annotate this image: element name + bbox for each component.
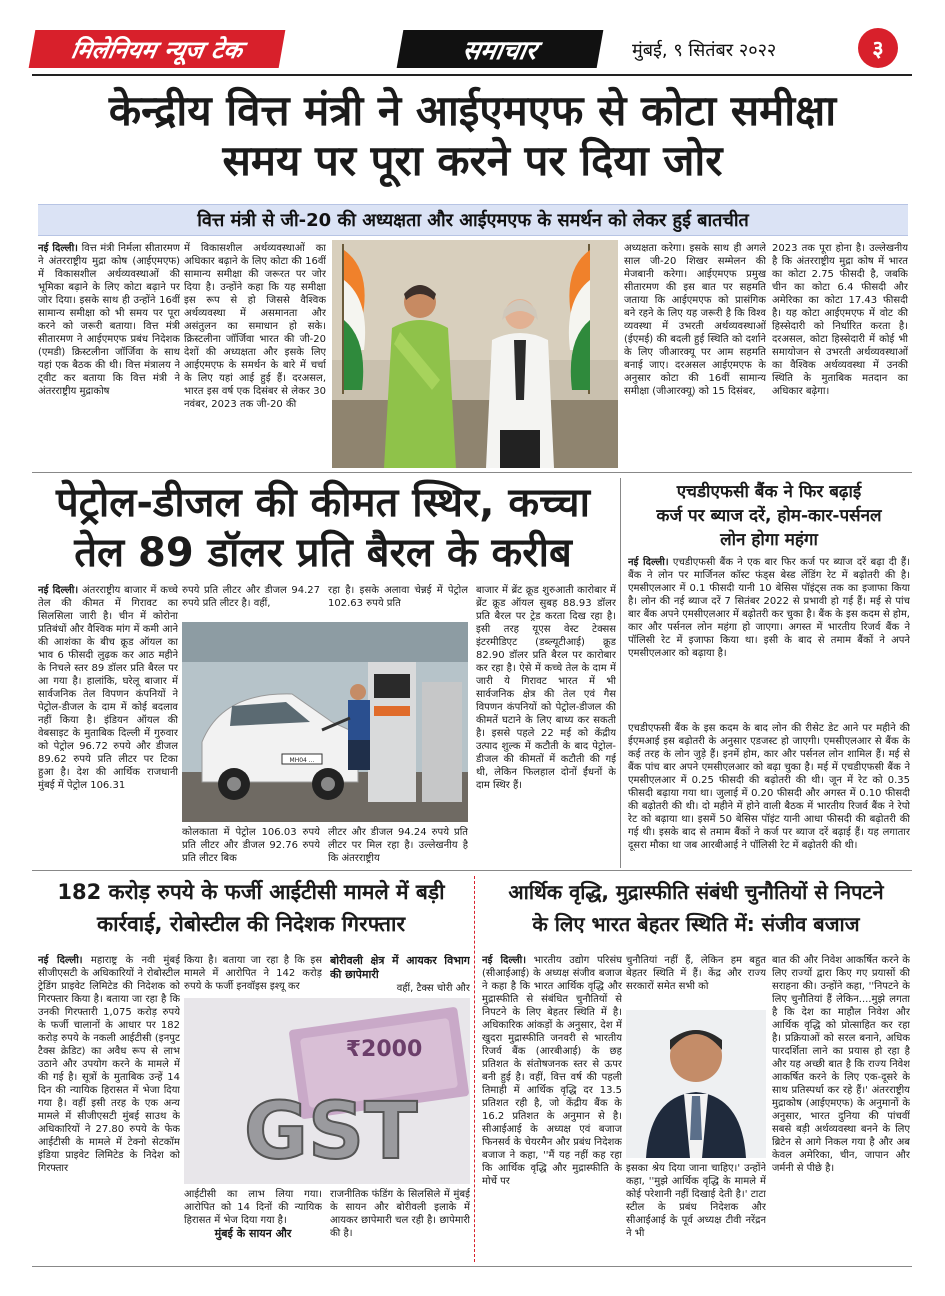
article5-col1-text: भारतीय उद्योग परिसंघ (सीआईआई) के अध्यक्ष संजीव बजाज ने कहा है कि भारत आर्थिक वृद्धि और मुद्रास्फीति से संबंधित चुनौतियों से निपटने के लिए बेहतर स्थिति में है। अधिकारिक आंकड़ों के अनुसार, देश में खुदरा मुद्रास्फीति जनवरी से भारतीय रिजर्व बैंक (आरबीआई) के छह प्रतिशत के संतोषजनक स्तर से ऊपर बनी हुई है। वहीं, वित्त वर्ष की पहली तिमाही में आर्थिक वृद्धि दर 13.5 प्रतिशत रही है, जो केंद्रीय बैंक के 16.2 प्रतिशत के अनुमान से है। सीआईआई के अध्यक्ष एवं बजाज फिनसर्व के चेयरमैन और प्रबंध निदेशक बजाज ने कहा, ''मैं यह नहीं कह रहा कि आर्थिक वृद्धि और मुद्रास्फीति के मोर्चे पर (482, 955, 622, 1187)
article2-dateline: नई दिल्ली। (38, 585, 79, 596)
article1-col1-text: वित्त मंत्री निर्मला सीतारमण ने अंतरराष्ट्रीय मुद्रा कोष (आईएमएफ) में विकासशील अर्थव्यवस्थाओं की भूमिका बढ़ाने के लिए कोटा बढ़ाने पर जोर दिया। इसके साथ ही उन्होंने 16वीं सामान्य समीक्षा को भी समय पर पूरा करने को जरूरी बताया। वित्त मंत्री सीतारमण ने आईएमएफ प्रबंध निदेशक (एमडी) क्रिस्टलीना जॉर्जिवा के साथ यहां एक बैठक की थी। वित्त मंत्रालय ने ट्वीट कर बताया कि वित्त मंत्री ने अंतरराष्ट्रीय मुद्राकोष (38, 243, 180, 397)
bottom-rule (32, 1266, 912, 1267)
article5-headline-line1: आर्थिक वृद्धि, मुद्रास्फीति संबंधी चुनौतियों से निपटने (508, 880, 884, 904)
divider-1 (32, 472, 912, 473)
article3-headline-line3: लोन होगा महंगा (720, 530, 818, 550)
article1-subheadline-text: वित्त मंत्री से जी-20 की अध्यक्षता और आईएमएफ के समर्थन को लेकर हुई बातचीत (197, 210, 749, 231)
article1-headline-line1: केन्द्रीय वित्त मंत्री ने आईएमएफ से कोटा समीक्षा (108, 86, 837, 135)
article1-subheadline (38, 204, 908, 236)
article2-col3-top-text: रहा है। इसके अलावा चेन्नई में पेट्रोल 102.63 रुपये प्रति (328, 585, 468, 609)
article4-col3-bottom (330, 1188, 470, 1260)
portrait-illustration (626, 1010, 766, 1158)
article1-headline-line2: समय पर पूरा करने पर दिया जोर (222, 136, 723, 185)
article4-col2-top-text: किया है। बताया जा रहा है कि इस मामले में आरोपित ने 142 करोड़ रुपये के फर्जी इनवॉइस इश्यू कर (184, 955, 322, 992)
article2-headline (32, 478, 614, 578)
article2-col3-top (328, 584, 468, 618)
article4-dateline: नई दिल्ली। (38, 955, 83, 966)
article4-col1 (38, 954, 180, 1260)
article1-headline (30, 86, 915, 186)
article2-col2-bottom (182, 826, 320, 866)
article4-col2-bottom (184, 1188, 322, 1260)
article4-col2-subhead: मुंबई के सायन और (214, 1227, 292, 1240)
article2-headline-line1: पेट्रोल-डीजल की कीमत स्थिर, कच्चा (56, 480, 590, 526)
article4-col1-text: महाराष्ट्र के नवी मुंबई सीजीएसटी के अधिकारियों ने रोबोस्टील ट्रेडिंग प्राइवेट लिमिटेड की निदेशक को गिरफ्तार किया है। बताया जा रहा है कि उनकी गिरफ्तारी 1,075 करोड़ रुपये के फर्जी चालानों के आधार पर 182 करोड़ रुपये के नकली आईटीसी (इनपुट टैक्स क्रेडिट) का अवैध रूप से लाभ उठाने और उपयोग करने के मामले में की गई है। सूत्रों के मुताबिक उन्हें 14 दिन की न्यायिक हिरासत में भेजा दिया गया है। वहीं इसी तरह के एक अन्य मामले में सीजीएसटी मुंबई साउथ के अधिकारियों ने 27.80 रुपये के फेक आईटीसी के मामले में टेक्नो सेटकॉम इंडिया प्राइवेट लिमिटेड के निदेश को गिरफ्तार (38, 955, 180, 1174)
gst-currency-illustration (184, 998, 470, 1184)
article3-headline-line1: एचडीएफसी बैंक ने फिर बढ़ाई (676, 482, 862, 502)
article2-col2-top-text: रुपये प्रति लीटर और डीजल 94.27 रुपये प्रति लीटर है। वहीं, (182, 585, 320, 609)
article2-col1-text: अंतरराष्ट्रीय बाजार में कच्चे तेल की कीमत में गिरावट का सिलसिला जारी है। चीन में कोरोना प्रतिबंधों और वैश्विक मांग में कमी आने की आशंका के बीच क्रूड ऑयल का भाव 6 फीसदी लुढ़क कर आठ महीने के निचले स्तर 89 डॉलर प्रति बैरल पर आ गया है। हालांकि, घरेलू बाजार में सार्वजनिक तेल विपणन कंपनियों ने पेट्रोल-डीजल के दाम में कोई बदलाव नहीं किया है। इंडियन ऑयल की वेबसाइट के मुताबिक दिल्ली में गुरुवार को पेट्रोल 96.72 रुपये और डीजल 89.62 रुपये प्रति लीटर पर टिका हुआ है। देश की आर्थिक राजधानी मुंबई में पेट्रोल 106.31 (38, 585, 178, 791)
brand-banner (29, 30, 286, 68)
gst-text: GST (244, 1087, 418, 1177)
article4-col3-top-text: वहीं, टैक्स चोरी और (396, 983, 470, 994)
article5-col1 (482, 954, 622, 1260)
article2-col3-bottom-text: लीटर और डीजल 94.24 रुपये प्रति लीटर पर मिल रहा है। उल्लेखनीय है कि अंतरराष्ट्रीय (328, 827, 468, 864)
vertical-divider-1 (620, 478, 621, 868)
vertical-divider-2 (474, 876, 475, 1262)
masthead-rule (32, 74, 912, 76)
article3-dateline: नई दिल्ली। (628, 557, 669, 568)
article1-col1 (38, 242, 180, 468)
article4-headline-line2: कार्रवाई, रोबोस्टील की निदेशक गिरफ्तार (96, 912, 406, 936)
article4-col3-top (330, 954, 470, 994)
article5-col2-top (626, 954, 766, 1008)
article5-dateline: नई दिल्ली। (482, 955, 527, 966)
article1-col2-text: में विकासशील अर्थव्यवस्थाओं का अधिकार बढ़ाने के लिए कोटा की 16वीं सामान्य समीक्षा की जरूरत पर जोर दिया है। उन्होंने कहा कि यह समीक्षा इस रूप से हो जिससे वैश्विक अर्थव्यवस्था में असमानता और असंतुलन का समाधान हो सके। क्रिस्टलीना जॉर्जिवा भारत की जी-20 देशों की अध्यक्षता और इसके लिए आईएमएफ के समर्थन के बारे में चर्चा के लिए यहां आई हुई हैं। दरअसल, भारत इस वर्ष एक दिसंबर से लेकर 30 नवंबर, 2023 तक जी-20 की (184, 243, 326, 410)
article2-col3-bottom (328, 826, 468, 866)
article1-col4 (772, 242, 908, 468)
article5-col2-top-text: चुनौतियां नहीं हैं, लेकिन हम बहुत बेहतर स्थिति में हैं। केंद्र और राज्य सरकारों समेत सभी को (626, 955, 766, 992)
article1-col2 (184, 242, 326, 468)
currency-note-value: ₹2000 (345, 1037, 423, 1062)
article1-col4-text: 2023 तक पूरा होना है। उल्लेखनीय है कि अंतरराष्ट्रीय मुद्रा कोष में भारत का कोटा 2.75 फीसदी है, जबकि चीन का कोटा 6.4 फीसदी और अमेरिका का कोटा 17.43 फीसदी है। यह कोटा आईएमएफ में वोट की हिस्सेदारी को निर्धारित करता है। दरअसल, कोटा हिस्सेदारी में कोई भी समायोजन से उभरती अर्थव्यवस्थाओं का वैश्विक अर्थव्यवस्था में उनकी स्थिति के मुताबिक मतदान का अधिकार बढ़ेगा। (772, 243, 908, 397)
divider-2 (32, 870, 912, 871)
article4-col3-subhead: बोरीवली क्षेत्र में आयकर विभाग की छापेमारी (330, 954, 470, 981)
article4-col2-top (184, 954, 322, 994)
article2-photo (182, 622, 468, 822)
petrol-pump-illustration (182, 622, 468, 822)
section-banner (397, 30, 604, 68)
article3-body1-text: एचडीएफसी बैंक ने एक बार फिर कर्ज पर ब्याज दरें बढ़ा दी हैं। बैंक ने लोन पर मार्जिनल कॉस्ट फंड्स बेस्ड लेंडिंग रेट में बढ़ोतरी की है। एमसीएलआर में 0.1 फीसदी यानी 10 बेसिस पॉइंट्स तक का इजाफा किया है। लोन की नई ब्याज दरें 7 सितंबर 2022 से प्रभावी हो गई हैं। मई से पांच बार बैंक अपने एमसीएलआर में बढ़ोतरी कर चुका है। बैंक के इस कदम से होम, कार और पर्सनल लोन महंगा हो जाएगा। अगस्त में भारतीय रिजर्व बैंक ने पॉलिसी रेट में इजाफा किया था। इसी के बाद से तमाम बैंकों ने अपने एमसीएलआर को बढ़ाया है। (628, 557, 910, 659)
article1-col3-text: अध्यक्षता करेगा। इसके साथ ही अगले साल जी-20 शिखर सम्मेलन की मेजबानी करेगा। आईएमएफ प्रमुख सीतारमण की इस बात पर सहमति जताया कि आईएमएफ को प्रासंगिक बने रहने के लिए यह जरूरी है कि विश्व व्यवस्था में उभरती अर्थव्यवस्थाओं (ईएमई) की बदली हुई स्थिति को दर्शाने के लिए जीआरक्यू पर आम सहमति बनाई जाए। दरअसल आईएमएफ के अनुसार कोटा की 16वीं सामान्य समीक्षा (जीआरक्यू) को 15 दिसंबर, (624, 243, 766, 397)
article2-col4-text: बाजार में ब्रेंट क्रूड शुरुआती कारोबार में ब्रेंट क्रूड ऑयल सुबह 88.93 डॉलर प्रति बैरल पर ट्रेड करता दिख रहा है। इसी तरह यूएस वेस्ट टेक्सस इंटरमीडिएट (डब्ल्यूटीआई) क्रूड 82.90 डॉलर प्रति बैरल पर कारोबार कर रहा है। ऐसे में कच्चे तेल के दाम में जारी ये गिरावट भारत में भी सार्वजनिक क्षेत्र की तेल एवं गैस विपणन कंपनियों को पेट्रोल-डीजल की कीमतें घटाने के लिए बाध्य कर सकती है। इससे पहले 22 मई को केंद्रीय उत्पाद शुल्क में कटौती के बाद पेट्रोल-डीजल की कीमतों में कटौती की गई थी, लेकिन फिलहाल दोनों ईंधनों के दाम स्थिर हैं। (476, 585, 616, 791)
article2-col4 (476, 584, 616, 866)
article4-headline-line1: 182 करोड़ रुपये के फर्जी आईटीसी मामले में बड़ी (57, 880, 445, 904)
issue-date: मुंबई, ९ सितंबर २०२२ (632, 40, 777, 61)
article4-headline (34, 876, 468, 940)
article5-headline (480, 876, 912, 940)
article3-body2 (628, 722, 910, 868)
page-number: ३ (858, 28, 898, 68)
article5-col3-text: बात की और निवेश आकर्षित करने के लिए राज्यों द्वारा किए गए प्रयासों की सराहना की। उन्होंने कहा, ''निपटने के लिए चुनौतियां हैं लेकिन....मुझे लगता है कि देश का माहौल निवेश और आर्थिक वृद्धि को प्रोत्साहित कर रहा है। प्रक्रियाओं को सरल बनाने, अधिक पारदर्शिता लाने का प्रयास हो रहा है और यह अच्छी बात है कि राज्य निवेश आकर्षित करने के लिए एक-दूसरे के साथ प्रतिस्पर्धा कर रहे हैं।' अंतरराष्ट्रीय मुद्राकोष (आईएमएफ) के अनुमानों के अनुसार, भारत दुनिया की पांचवीं सबसे बड़ी अर्थव्यवस्था बनने के लिए ब्रिटेन से आगे निकल गया है और अब केवल अमेरिका, चीन, जापान और जर्मनी से पीछे है। (772, 955, 910, 1174)
car-number-plate: MH04 ... (289, 757, 315, 764)
article3-body1 (628, 556, 910, 722)
article2-col1 (38, 584, 178, 848)
article5-col3 (772, 954, 910, 1260)
section-name: समाचार (460, 36, 540, 66)
article5-col2-bottom-text: इसका श्रेय दिया जाना चाहिए।' उन्होंने कहा, ''मुझे आर्थिक वृद्धि के मामले में कोई परेशानी नहीं दिखाई देती है।' टाटा स्टील के प्रबंध निदेशक और सीआईआई के पूर्व अध्यक्ष टीवी नरेंद्रन ने भी (626, 1163, 766, 1239)
article1-photo (332, 240, 618, 468)
article3-body2-text: एचडीएफसी बैंक के इस कदम के बाद लोन की रीसेट डेट आने पर महीने की ईएमआई इस बढ़ोतरी के अनुसार एडजस्ट हो जाएगी। एमसीएलआर से बैंक के कई तरह के लोन जुड़े हैं। इनमें होम, कार और पर्सनल लोन शामिल हैं। मई से बैंक पांच बार अपने एमसीएलआर को बढ़ा चुका है। मई में एचडीएफसी बैंक ने एमसीएलआर में 0.25 फीसदी की बढ़ोतरी की थी। जून में रेट को 0.35 फीसदी बढ़ाया गया था। जुलाई में 0.20 फीसदी और अगस्त में 0.10 फीसदी की बढ़ोतरी की थी। दो महीने में होने वाली बैठक में भारतीय रिजर्व बैंक ने रेपो रेट को बढ़ाया था। इसमें 50 बेसिस पॉइंट यानी आधा फीसदी की बढ़ोतरी की गई थी। इसके बाद से तमाम बैंकों ने कर्ज पर ब्याज दरें बढ़ाई हैं। यह लगातार दूसरा मौका था जब आरबीआई ने पॉलिसी रेट में बढ़ोतरी की थी। (628, 723, 910, 851)
article2-col2-bottom-text: कोलकाता में पेट्रोल 106.03 रुपये प्रति लीटर और डीजल 92.76 रुपये प्रति लीटर बिक (182, 827, 320, 864)
article2-col2-top (182, 584, 320, 618)
article1-dateline: नई दिल्ली। (38, 243, 78, 254)
article5-col2-bottom (626, 1162, 766, 1260)
article3-headline-line2: कर्ज पर ब्याज दरें, होम-कार-पर्सनल (656, 506, 882, 526)
article4-photo (184, 998, 470, 1184)
article1-col3 (624, 242, 766, 468)
article3-headline (626, 480, 912, 552)
article4-col3-bottom-text: राजनीतिक फंडिंग के सिलसिले में मुंबई के सायन और बोरीवली इलाके में आयकर छापेमारी चल रही है। छापेमारी की है। (330, 1189, 470, 1239)
article2-headline-line2: तेल 89 डॉलर प्रति बैरल के करीब (74, 530, 572, 576)
meeting-photo-illustration (332, 240, 618, 468)
article4-col2-bottom-text: आईटीसी का लाभ लिया गया। आरोपित को 14 दिनों की न्यायिक हिरासत में भेज दिया गया है। (184, 1189, 322, 1226)
article5-photo (626, 1010, 766, 1158)
brand-name: मिलेनियम न्यूज टेक (69, 35, 245, 64)
article5-headline-line2: के लिए भारत बेहतर स्थिति में: संजीव बजाज (532, 912, 860, 936)
